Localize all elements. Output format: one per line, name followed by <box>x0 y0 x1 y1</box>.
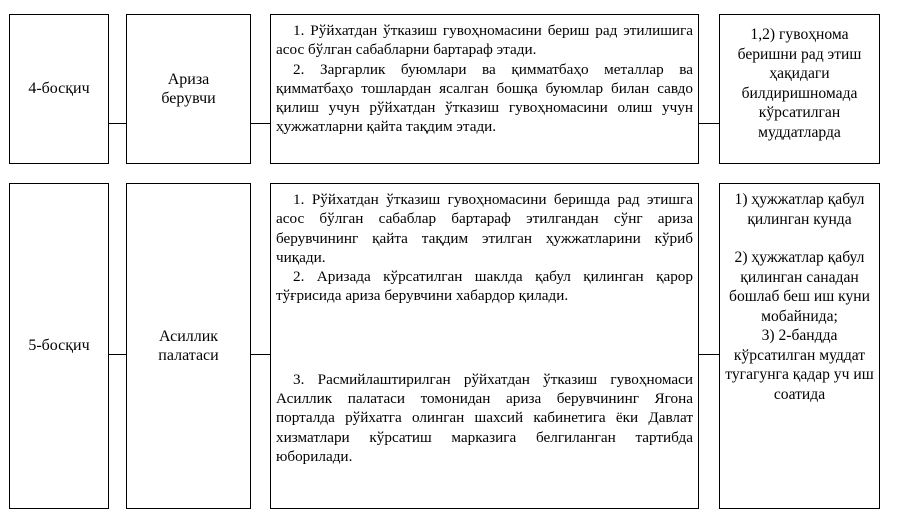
stage-4-label: 4-босқич <box>28 80 90 97</box>
terms-4-box <box>719 14 880 164</box>
actor-5-line-2: палатаси <box>158 347 219 364</box>
step-4-2: 2. Заргарлик буюмлари ва қимматбаҳо металлар ва қимматбаҳо тошлардан ясалган бошқа буюмлар билан савдо қилиш учун рўйхатдан ўтказиш гувоҳномасини олиш учун ҳужжатларни қайта тақдим этади. <box>276 60 693 136</box>
connector-4-desc-term <box>699 123 719 124</box>
term-5-2: 2) ҳужжатлар қабул қилинган санадан бошлаб беш иш куни мобайнида; <box>729 249 870 325</box>
connector-5-desc-term <box>699 354 719 355</box>
step-5-1: 1. Рўйхатдан ўтказиш гувоҳномасини беришда рад этишга асос бўлган сабаблар бартараф этилгандан сўнг ариза берувчининг қайта тақдим этилган ҳужжатларини кўриб чиқади. <box>276 191 693 266</box>
step-4-1: 1. Рўйхатдан ўтказиш гувоҳномасини бериш рад этилишига асос бўлган сабабларни бартараф этади. <box>276 22 693 59</box>
connector-4-actor-desc <box>251 123 270 124</box>
term-4-1: 1,2) гувоҳнома беришни рад этиш ҳақидаги билдиришномада кўрсатилган муддатларда <box>737 26 862 141</box>
stage-4-box <box>9 14 109 164</box>
actor-4-line-1: Ариза <box>167 71 210 88</box>
step-5-2: 2. Аризада кўрсатилган шаклда қабул қилинган қарор тўғрисида ариза берувчини хабардор қилади. <box>276 268 693 305</box>
stage-5-box <box>9 183 109 509</box>
stage-5-label: 5-босқич <box>28 337 90 354</box>
steps-5-box <box>270 183 699 509</box>
actor-4-line-2: берувчи <box>161 90 216 107</box>
connector-5-stage-actor <box>109 354 126 355</box>
actor-5-box <box>126 183 251 509</box>
term-5-3: 3) 2-бандда кўрсатилган муддат тугагунга қадар уч иш соатида <box>725 327 874 403</box>
terms-5-box <box>719 183 880 509</box>
connector-4-stage-actor <box>109 123 126 124</box>
actor-4-box <box>126 14 251 164</box>
term-5-1: 1) ҳужжатлар қабул қилинган кунда <box>734 191 865 228</box>
step-5-3: 3. Расмийлаштирилган рўйхатдан ўтказиш гувоҳномаси Асиллик палатаси томонидан ариза берувчининг Ягона порталда рўйхатга олинган шахсий кабинетига ёки Давлат хизматлари кўрсатиш марказига белгиланган тартибда юборилади. <box>276 370 693 465</box>
steps-4-box <box>270 14 699 164</box>
connector-5-actor-desc <box>251 354 270 355</box>
actor-5-line-1: Асиллик <box>158 328 219 345</box>
